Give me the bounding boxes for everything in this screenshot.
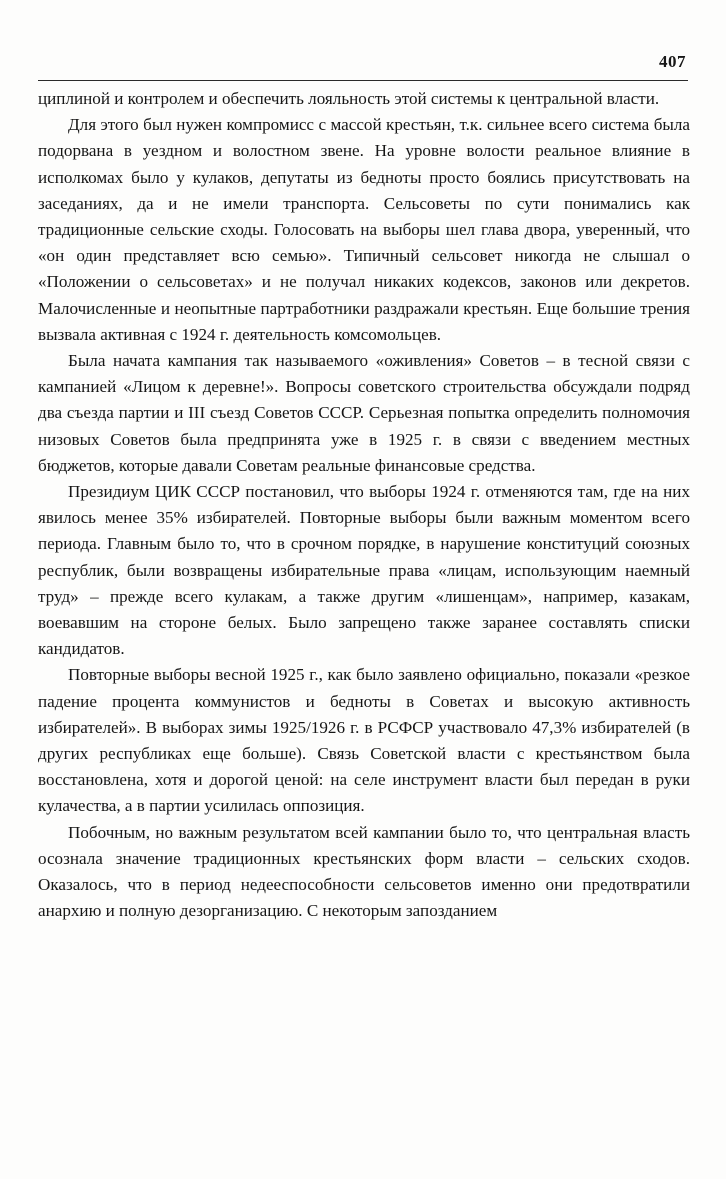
- paragraph: Побочным, но важным результатом всей кампании было то, что центральная власть осознала значение традиционных крестьянских форм власти – сельских сходов. Оказалось, что в период недееспособности сельсоветов именно они предотвратили анархию и полную дезорганизацию. С некоторым запозданием: [38, 822, 690, 921]
- header-rule: [38, 80, 688, 81]
- paragraph: Была начата кампания так называемого «оживления» Советов – в тесной связи с кампанией «Лицом к деревне!». Вопросы советского строительства обсуждали подряд два съезда партии и III съезд Советов СССР. Серьезная попытка определить полномочия низовых Советов была предпринята уже в 1925 г. в связи с введением местных бюджетов, которые давали Советам реальные финансовые средства.: [38, 351, 690, 475]
- page-number: 407: [659, 52, 686, 71]
- page-body-text: [38, 86, 690, 925]
- paragraph: циплиной и контролем и обеспечить лояльность этой системы к центральной власти.: [38, 89, 660, 108]
- paragraph: Президиум ЦИК СССР постановил, что выборы 1924 г. отменяются там, где на них явилось менее 35% избирателей. Повторные выборы были важным моментом всего периода. Главным было то, что в срочном порядке, в нарушение конституций союзных республик, были возвращены избирательные права «лицам, использующим наемный труд» – прежде всего кулакам, а также другим «лишенцам», например, казакам, воевавшим на стороне белых. Было запрещено также заранее составлять списки кандидатов.: [38, 482, 690, 659]
- paragraph: Повторные выборы весной 1925 г., как было заявлено официально, показали «резкое падение процента коммунистов и бедноты в Советах и высокую активность избирателей». В выборах зимы 1925/1926 г. в РСФСР участвовало 47,3% избирателей (в других республиках еще больше). Связь Советской власти с крестьянством была восстановлена, хотя и дорогой ценой: на селе инструмент власти был передан в руки кулачества, а в партии усилилась оппозиция.: [38, 665, 690, 816]
- paragraph: Для этого был нужен компромисс с массой крестьян, т.к. сильнее всего система была подорвана в уездном и волостном звене. На уровне волости реальное влияние в исполкомах было у кулаков, депутаты из бедноты просто боялись присутствовать на заседаниях, да и не имели транспорта. Сельсоветы по сути понимались как традиционные сельские сходы. Голосовать на выборы шел глава двора, уверенный, что «он один представляет всю семью». Типичный сельсовет никогда не слышал о «Положении о сельсоветах» и не получал никаких кодексов, законов или декретов. Малочисленные и неопытные партработники раздражали крестьян. Еще большие трения вызвала активная с 1924 г. деятельность комсомольцев.: [38, 115, 690, 344]
